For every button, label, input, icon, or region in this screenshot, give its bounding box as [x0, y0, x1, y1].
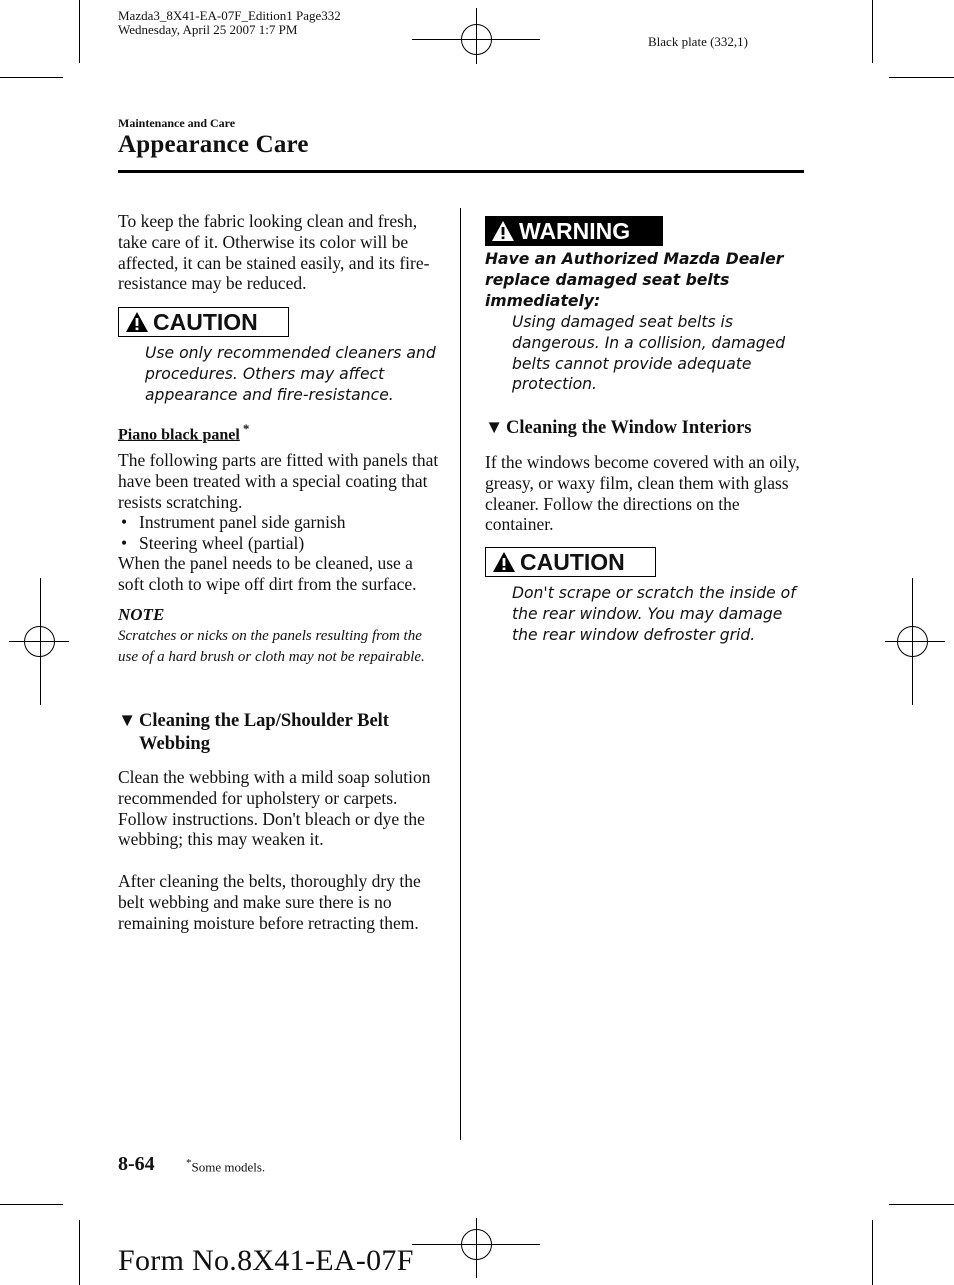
lap-belt-heading — [118, 710, 438, 756]
list-item — [118, 533, 443, 554]
caution-label-box — [118, 307, 289, 337]
bullet-icon: • — [121, 532, 128, 553]
note-title: NOTE — [118, 605, 165, 624]
piano-black-title: Piano black panel — [118, 426, 240, 444]
form-number: Form No.8X41-EA-07F — [118, 1244, 414, 1277]
piano-bullet-list — [118, 512, 443, 554]
print-info — [118, 9, 341, 37]
piano-intro-paragraph: The following parts are fitted with panels that have been treated with a special coating that resists scratching. — [118, 450, 439, 512]
warning-lead: Have an Authorized Mazda Dealer replace damaged seat belts immediately: — [485, 250, 784, 310]
footnote-asterisk: * — [242, 421, 250, 436]
column-divider — [460, 208, 461, 1140]
caution-label-2: CAUTION — [520, 548, 625, 575]
bullet-icon: • — [121, 512, 128, 532]
warning-triangle-icon — [492, 551, 516, 573]
triangle-marker-icon: ▼ — [118, 711, 137, 731]
page-title: Appearance Care — [118, 131, 309, 158]
warning-triangle-icon — [125, 311, 149, 333]
section-label: Maintenance and Care — [118, 116, 236, 130]
window-heading — [485, 417, 805, 440]
caution-text: Use only recommended cleaners and procedures. Others may affect appearance and fire-resistance. — [145, 344, 436, 404]
warning-label-box — [485, 216, 663, 246]
window-title: Cleaning the Window Interiors — [506, 418, 752, 438]
footnote — [186, 1157, 265, 1175]
lap-belt-paragraph-2: After cleaning the belts, thoroughly dry the belt webbing and make sure there is no remaining moisture before retracting them. — [118, 871, 421, 933]
window-paragraph: If the windows become covered with an oily, greasy, or waxy film, clean them with glass cleaner. Follow the directions on the container. — [485, 452, 800, 535]
print-info-line2: Wednesday, April 25 2007 1:7 PM — [118, 22, 298, 37]
plate-info: Black plate (332,1) — [648, 34, 748, 49]
caution-label: CAUTION — [153, 308, 258, 335]
warning-text: Using damaged seat belts is dangerous. In a collision, damaged belts cannot provide adequate protection. — [512, 313, 786, 394]
piano-black-heading — [118, 421, 249, 444]
warning-label: WARNING — [519, 217, 631, 244]
list-item — [118, 512, 443, 533]
lap-belt-paragraph-1: Clean the webbing with a mild soap solution recommended for upholstery or carpets. Follow instructions. Don't bleach or dye the webbing; this may weaken it. — [118, 767, 431, 850]
footnote-asterisk: * — [186, 1157, 192, 1169]
lap-belt-title: Cleaning the Lap/Shoulder Belt Webbing — [139, 711, 389, 754]
print-info-line1: Mazda3_8X41-EA-07F_Edition1 Page332 — [118, 8, 341, 23]
list-item-text: Instrument panel side garnish — [139, 512, 346, 532]
note-text: Scratches or nicks on the panels resulting from the use of a hard brush or cloth may not be repairable. — [118, 628, 425, 665]
intro-paragraph: To keep the fabric looking clean and fresh, take care of it. Otherwise its color will be affected, it can be stained easily, and its fire-resistance may be reduced. — [118, 211, 430, 294]
caution-text-2: Don't scrape or scratch the inside of the rear window. You may damage the rear window defroster grid. — [512, 584, 796, 644]
caution-label-box-2 — [485, 547, 656, 577]
page-number: 8-64 — [118, 1153, 155, 1175]
piano-cleaning-paragraph: When the panel needs to be cleaned, use a soft cloth to wipe off dirt from the surface. — [118, 553, 417, 594]
footnote-text: Some models. — [191, 1159, 266, 1175]
title-rule — [118, 170, 804, 173]
triangle-marker-icon: ▼ — [485, 418, 504, 438]
warning-triangle-icon — [491, 220, 515, 242]
list-item-text: Steering wheel (partial) — [139, 532, 305, 553]
